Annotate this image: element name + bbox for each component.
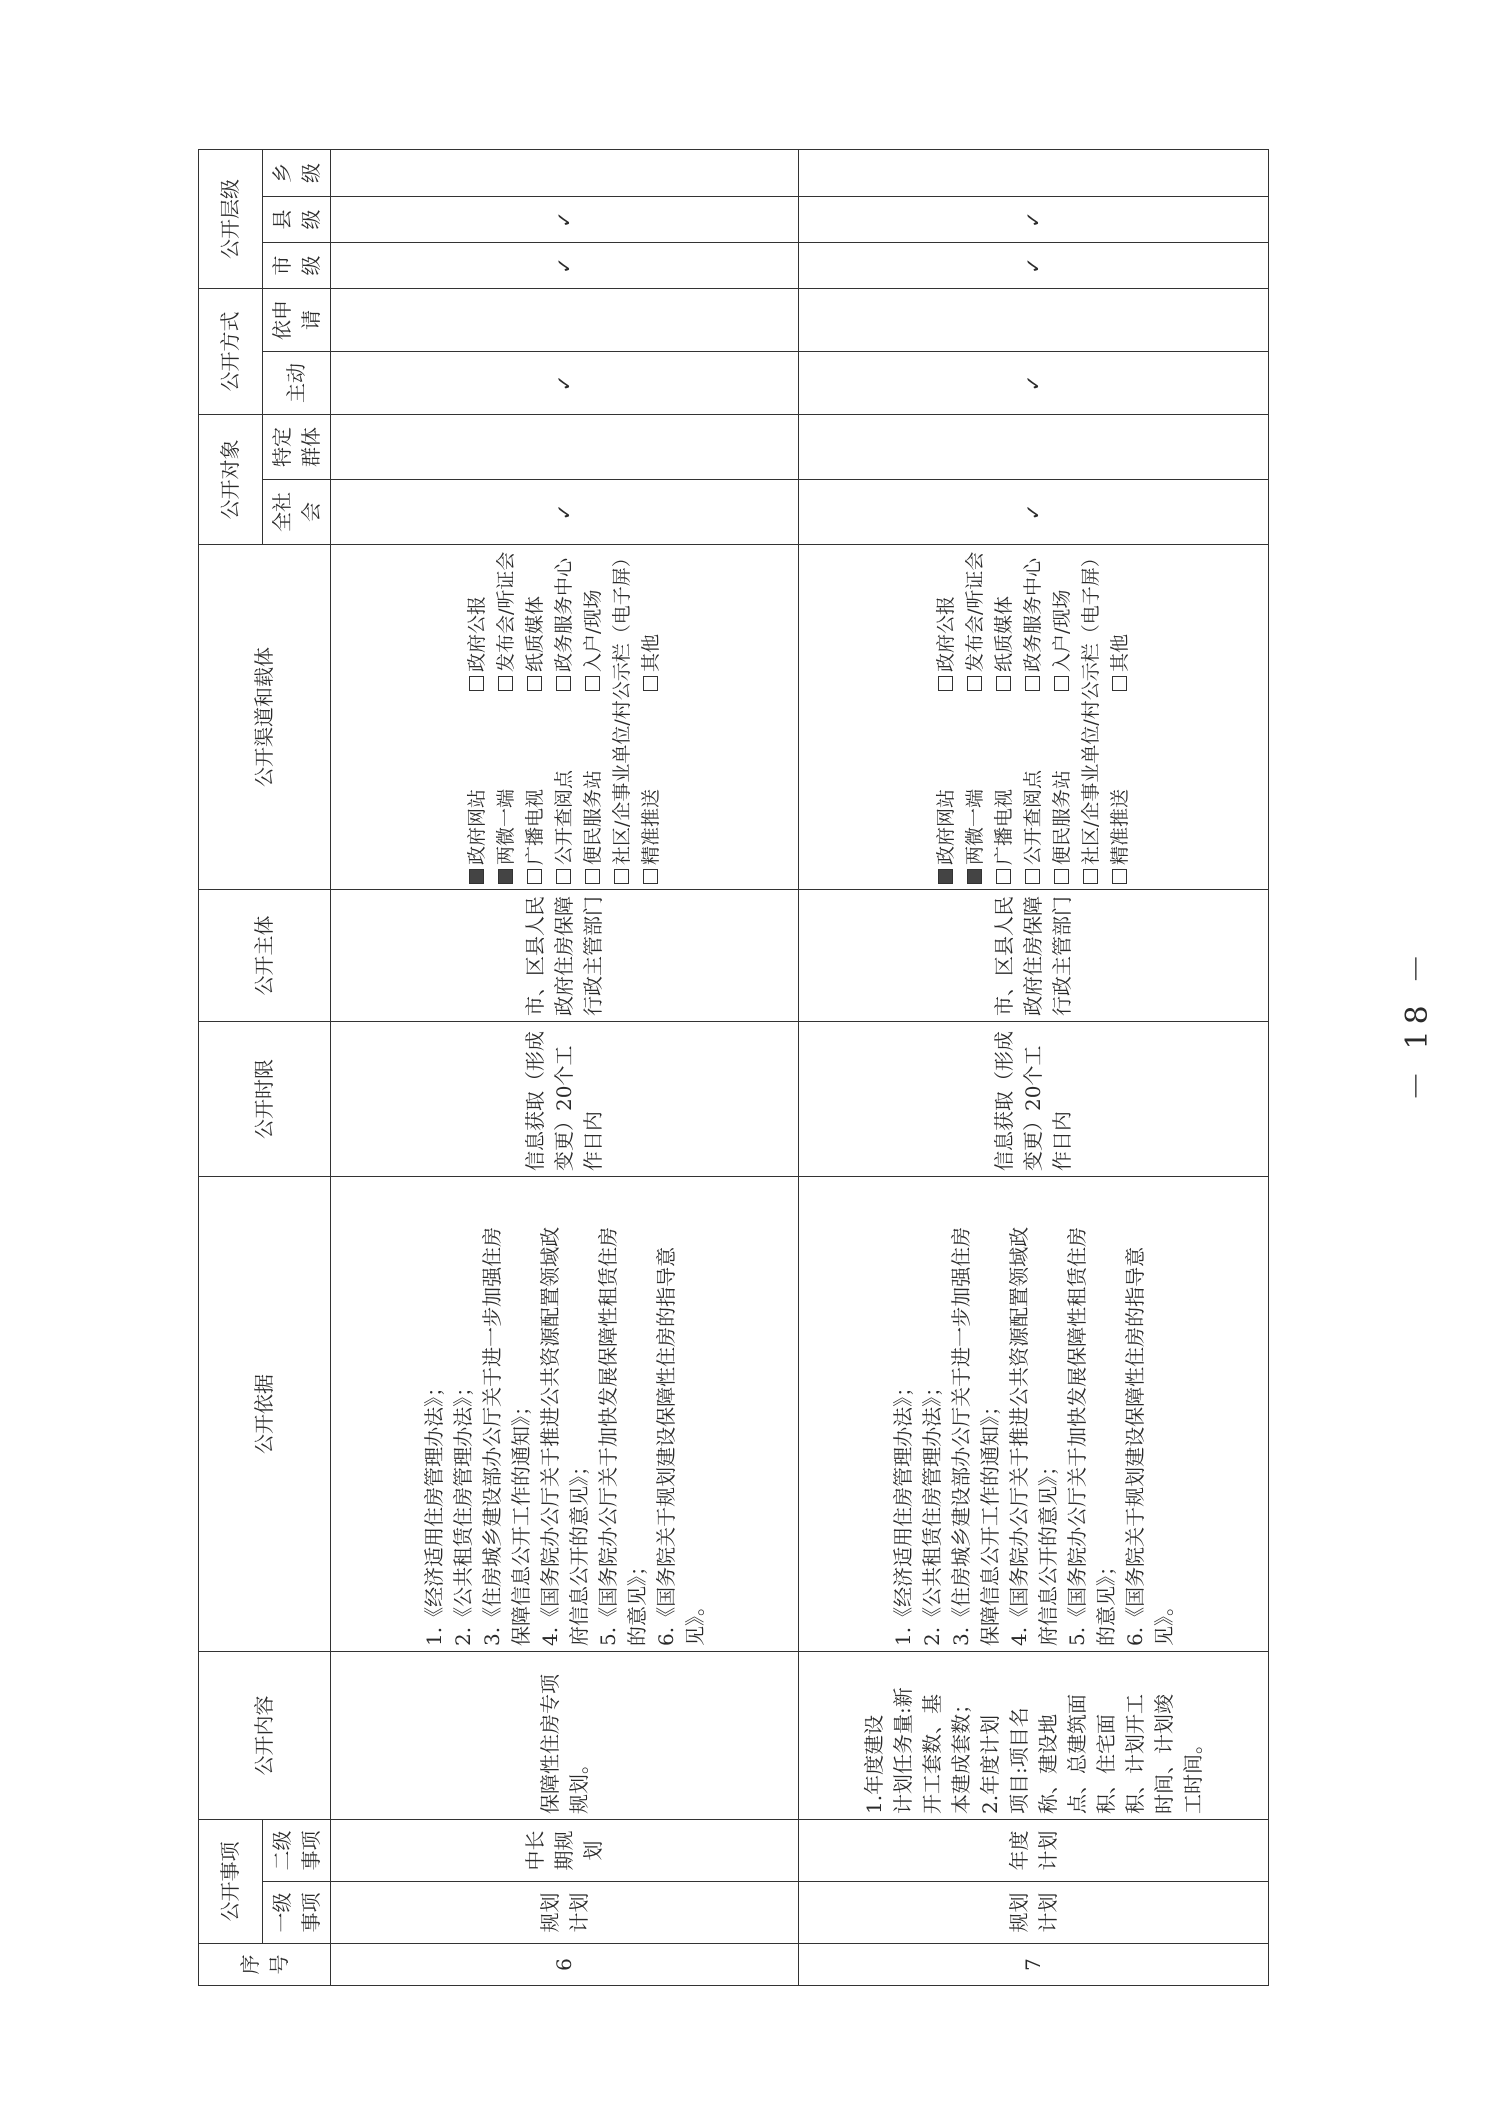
row-level-town — [799, 149, 1269, 196]
channel-label: 精准推送 — [640, 788, 662, 865]
channel-label: 广播电视 — [993, 788, 1015, 865]
channel-list — [463, 550, 666, 884]
content-line: 开工套数、基 — [919, 1694, 944, 1814]
checkbox-empty-icon — [1025, 676, 1040, 691]
checkbox-empty-icon — [1112, 676, 1127, 691]
row-seq: 7 — [799, 1944, 1269, 1986]
header-level-county: 县级 — [263, 197, 331, 243]
content-line: 项目:项目名 — [1006, 1707, 1031, 1814]
channel-item — [608, 451, 637, 884]
header-matters: 公开事项 — [199, 1820, 263, 1944]
header-audience-group: 特定群体 — [263, 415, 331, 480]
row-audience-all: ✓ — [799, 480, 1269, 545]
row-audience-all: ✓ — [331, 480, 799, 545]
channel-item — [1048, 699, 1077, 884]
checkbox-empty-icon — [1083, 869, 1098, 884]
channel-label: 政府公报 — [935, 595, 957, 672]
channel-label: 广播电视 — [524, 788, 546, 865]
channel-item — [1077, 451, 1106, 884]
channel-label: 发布会/听证会 — [495, 551, 517, 672]
content-line: 称、建设地 — [1035, 1714, 1060, 1814]
basis-line: 府信息公开的意见》； — [1035, 1456, 1060, 1646]
row-subject: 市、区县人民政府住房保障行政主管部门 — [799, 890, 1269, 1022]
channel-label: 社区/企事业单位/村公示栏（电子屏） — [1080, 548, 1102, 865]
basis-line: 6.《国务院关于规划建设保障性住房的指导意 — [653, 1246, 678, 1646]
content-line: 工时间。 — [1180, 1734, 1205, 1814]
channel-item — [1019, 699, 1048, 884]
row-method-active: ✓ — [331, 352, 799, 415]
content-line: 2.年度计划 — [977, 1714, 1002, 1814]
checkbox-empty-icon — [527, 676, 542, 691]
row-level-city: ✓ — [331, 243, 799, 289]
checkbox-empty-icon — [643, 676, 658, 691]
basis-line: 6.《国务院关于规划建设保障性住房的指导意 — [1122, 1246, 1147, 1646]
checkbox-empty-icon — [996, 869, 1011, 884]
content-line: 点、总建筑面 — [1064, 1694, 1089, 1814]
channel-item — [579, 699, 608, 884]
channel-label: 政务服务中心 — [553, 557, 575, 672]
checkbox-empty-icon — [996, 676, 1011, 691]
checkbox-empty-icon — [643, 869, 658, 884]
checkbox-empty-icon — [585, 869, 600, 884]
channel-label: 两微一端 — [495, 788, 517, 865]
header-audience-all: 全社会 — [263, 480, 331, 545]
basis-line: 的意见》； — [1093, 1556, 1118, 1646]
channel-item — [521, 699, 550, 884]
checkbox-empty-icon — [938, 676, 953, 691]
row-method-active: ✓ — [799, 352, 1269, 415]
basis-line: 5.《国务院办公厅关于加快发展保障性租赁住房 — [595, 1226, 620, 1646]
row-level-city: ✓ — [799, 243, 1269, 289]
channel-label: 政府网站 — [466, 788, 488, 865]
checkbox-empty-icon — [556, 869, 571, 884]
row-subject: 市、区县人民政府住房保障行政主管部门 — [331, 890, 799, 1022]
header-level-city: 市级 — [263, 243, 331, 289]
row-method-request — [331, 289, 799, 352]
row-channels — [799, 545, 1269, 890]
row-level-town — [331, 149, 799, 196]
row-level1: 规划计划 — [331, 1882, 799, 1944]
basis-line: 4.《国务院办公厅关于推进公共资源配置领域政 — [1006, 1226, 1031, 1646]
basis-line: 4.《国务院办公厅关于推进公共资源配置领域政 — [537, 1226, 562, 1646]
header-content: 公开内容 — [199, 1652, 331, 1820]
checkbox-empty-icon — [498, 676, 513, 691]
header-level2: 二级事项 — [263, 1820, 331, 1882]
basis-line: 的意见》； — [624, 1556, 649, 1646]
row-level2: 中长期规划 — [331, 1820, 799, 1882]
channel-label: 公开查阅点 — [1022, 769, 1044, 865]
channel-item — [492, 699, 521, 884]
channel-item — [463, 451, 492, 691]
channel-item — [990, 451, 1019, 691]
channel-label: 纸质媒体 — [993, 595, 1015, 672]
channel-item — [1106, 699, 1135, 884]
checkbox-empty-icon — [1025, 869, 1040, 884]
row-level-county: ✓ — [799, 197, 1269, 243]
basis-line: 5.《国务院办公厅关于加快发展保障性租赁住房 — [1064, 1226, 1089, 1646]
content-line: 积、住宅面 — [1093, 1714, 1118, 1814]
channel-item — [1048, 451, 1077, 691]
basis-line: 1.《经济适用住房管理办法》； — [421, 1376, 446, 1646]
channel-label: 政务服务中心 — [1022, 557, 1044, 672]
channel-list — [932, 550, 1135, 884]
channel-label: 政府公报 — [466, 595, 488, 672]
header-channels: 公开渠道和载体 — [199, 545, 331, 890]
channel-label: 其他 — [1109, 633, 1131, 672]
row-seq: 6 — [331, 1944, 799, 1986]
header-level1: 一级事项 — [263, 1882, 331, 1944]
channel-item — [550, 699, 579, 884]
checkbox-empty-icon — [556, 676, 571, 691]
basis-line: 见》。 — [682, 1596, 707, 1646]
channel-label: 发布会/听证会 — [964, 551, 986, 672]
row-deadline: 信息获取（形成变更）20个工作日内 — [331, 1022, 799, 1177]
row-level2: 年度计划 — [799, 1820, 1269, 1882]
channel-label: 入户/现场 — [582, 589, 604, 672]
channel-item — [463, 699, 492, 884]
header-audience: 公开对象 — [199, 415, 263, 545]
channel-item — [521, 451, 550, 691]
content-line: 本建成套数； — [948, 1694, 973, 1814]
checkbox-checked-icon — [967, 869, 982, 884]
basis-line: 3.《住房城乡建设部办公厅关于进一步加强住房 — [479, 1226, 504, 1646]
row-level-county: ✓ — [331, 197, 799, 243]
content-line: 计划任务量:新 — [890, 1687, 915, 1814]
header-row-1 — [199, 149, 263, 1985]
basis-line: 1.《经济适用住房管理办法》； — [890, 1376, 915, 1646]
header-basis: 公开依据 — [199, 1177, 331, 1652]
channel-item — [961, 451, 990, 691]
row-basis — [331, 1177, 799, 1652]
channel-item — [932, 699, 961, 884]
header-levels: 公开层级 — [199, 149, 263, 288]
basis-line: 2.《公共租赁住房管理办法》； — [450, 1376, 475, 1646]
checkbox-checked-icon — [938, 869, 953, 884]
header-subject: 公开主体 — [199, 890, 331, 1022]
row-content — [799, 1652, 1269, 1820]
channel-item — [637, 699, 666, 884]
checkbox-empty-icon — [585, 676, 600, 691]
header-method-active: 主动 — [263, 352, 331, 415]
channel-item — [492, 451, 521, 691]
header-method-request: 依申请 — [263, 289, 331, 352]
row-method-request — [799, 289, 1269, 352]
checkbox-empty-icon — [1054, 869, 1069, 884]
page-number: － 18 － — [1400, 947, 1435, 1101]
channel-label: 两微一端 — [964, 788, 986, 865]
basis-line: 府信息公开的意见》； — [566, 1456, 591, 1646]
channel-label: 其他 — [640, 633, 662, 672]
checkbox-checked-icon — [469, 869, 484, 884]
header-level-town: 乡级 — [263, 149, 331, 196]
basis-line: 3.《住房城乡建设部办公厅关于进一步加强住房 — [948, 1226, 973, 1646]
checkbox-empty-icon — [1054, 676, 1069, 691]
header-method: 公开方式 — [199, 289, 263, 415]
channel-item — [961, 699, 990, 884]
channel-item — [1106, 451, 1135, 691]
channel-label: 纸质媒体 — [524, 595, 546, 672]
checkbox-empty-icon — [527, 869, 542, 884]
checkbox-empty-icon — [614, 869, 629, 884]
channel-label: 便民服务站 — [582, 769, 604, 865]
channel-label: 入户/现场 — [1051, 589, 1073, 672]
basis-line: 保障信息公开工作的通知》； — [977, 1396, 1002, 1646]
channel-item — [637, 451, 666, 691]
checkbox-empty-icon — [1112, 869, 1127, 884]
channel-item — [932, 451, 961, 691]
table-row — [799, 149, 1269, 1985]
content-line: 积、计划开工 — [1122, 1694, 1147, 1814]
channel-item — [1019, 451, 1048, 691]
channel-item — [550, 451, 579, 691]
channel-label: 政府网站 — [935, 788, 957, 865]
basis-line: 2.《公共租赁住房管理办法》； — [919, 1376, 944, 1646]
channel-label: 便民服务站 — [1051, 769, 1073, 865]
checkbox-checked-icon — [498, 869, 513, 884]
header-seq: 序号 — [199, 1944, 331, 1986]
checkbox-empty-icon — [469, 676, 484, 691]
disclosure-table — [198, 149, 1269, 1986]
channel-item — [579, 451, 608, 691]
checkbox-empty-icon — [967, 676, 982, 691]
header-deadline: 公开时限 — [199, 1022, 331, 1177]
content-line: 时间、计划竣 — [1151, 1694, 1176, 1814]
row-level1: 规划计划 — [799, 1882, 1269, 1944]
table-row — [331, 149, 799, 1985]
row-content: 保障性住房专项规划。 — [331, 1652, 799, 1820]
channel-label: 精准推送 — [1109, 788, 1131, 865]
basis-line: 见》。 — [1151, 1596, 1176, 1646]
row-deadline: 信息获取（形成变更）20个工作日内 — [799, 1022, 1269, 1177]
channel-item — [990, 699, 1019, 884]
row-basis — [799, 1177, 1269, 1652]
content-line: 1.年度建设 — [861, 1714, 886, 1814]
basis-line: 保障信息公开工作的通知》； — [508, 1396, 533, 1646]
row-channels — [331, 545, 799, 890]
channel-label: 社区/企事业单位/村公示栏（电子屏） — [611, 548, 633, 865]
channel-label: 公开查阅点 — [553, 769, 575, 865]
